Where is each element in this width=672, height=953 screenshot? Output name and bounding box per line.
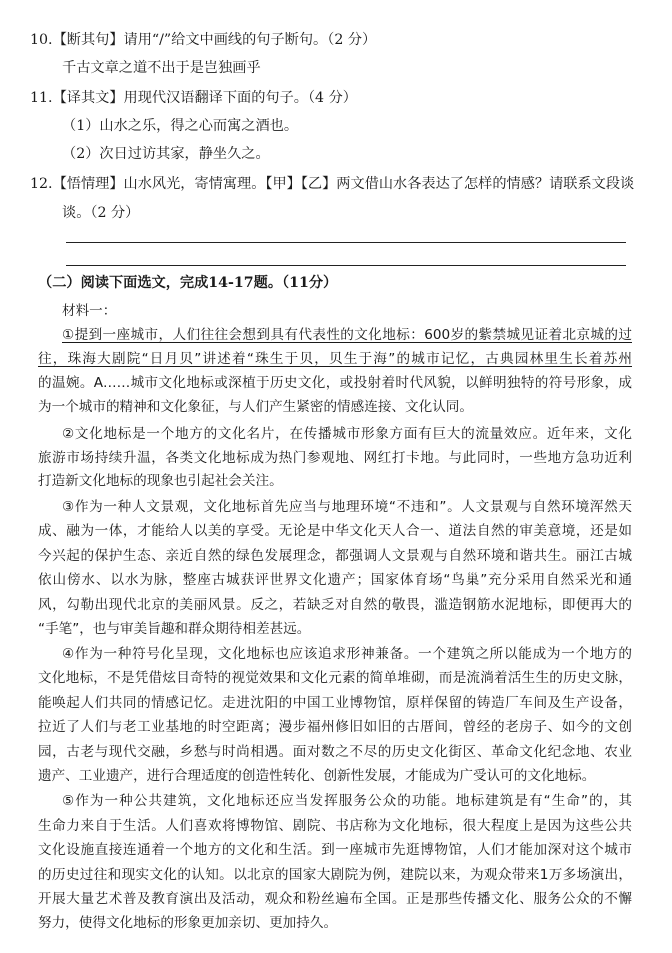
paragraph-3-line-2: 成、融为一体，才能给人以美的享受。无论是中华文化天人合一、道法自然的审美意境，还是如 xyxy=(38,523,632,539)
paragraph-1-line-4: 为一个城市的精神和文化象征，与人们产生紧密的情感连接、文化认同。 xyxy=(38,399,473,415)
answer-line-1 xyxy=(66,242,626,243)
question-10-sentence: 千古文章之道不出于是岂独画乎 xyxy=(62,60,261,76)
paragraph-2-line-2: 旅游市场持续升温，各类文化地标成为热门参观地、网红打卡地。与此同时，一些地方急功近利 xyxy=(38,450,632,466)
question-11-stem: 11.【译其文】用现代汉语翻译下面的句子。（4 分） xyxy=(30,90,357,106)
paragraph-1-line-3: 的温婉。A……城市文化地标或深植于历史文化，或投射着时代风貌，以鲜明独特的符号形象，成 xyxy=(38,375,632,391)
paragraph-4-line-6: 遗产、工业遗产，进行合理适度的创造性转化、创新性发展，才能成为广受认可的文化地标。 xyxy=(38,768,596,784)
paragraph-5-line-5: 开展大量艺术普及教育演出及活动，观众和粉丝遍布全国。正是那些传播文化、服务公众的不懈 xyxy=(38,891,632,907)
paragraph-1-line-1: ①提到一座城市，人们往往会想到具有代表性的文化地标：600岁的紫禁城见证着北京城的过 xyxy=(62,327,632,343)
question-11-sentence-2: （2）次日过访其家，静坐久之。 xyxy=(62,146,270,162)
question-12-stem-line-2: 谈。（2 分） xyxy=(62,205,140,221)
paragraph-4-line-2: 文化地标，不是凭借炫目奇特的视觉效果和文化元素的简单堆砌，而是流淌着活生生的历史文脉， xyxy=(38,670,632,686)
paragraph-3-line-4: 依山傍水、以水为脉，整座古城获评世界文化遗产；国家体育场“鸟巢”充分采用自然采光和通 xyxy=(38,572,632,588)
answer-line-2 xyxy=(66,265,626,266)
section-title: （二）阅读下面选文，完成14-17题。（11分） xyxy=(38,275,338,291)
paragraph-4-line-5: 园，古老与现代交融，乡愁与时尚相遇。面对数之不尽的历史文化街区、革命文化纪念地、农业 xyxy=(38,744,632,760)
paragraph-5-line-6: 努力，使得文化地标的形象更加亲切、更加持久。 xyxy=(38,915,338,931)
paragraph-3-line-6: “手笔”，也与审美旨趣和群众期待相差甚远。 xyxy=(38,621,311,637)
paragraph-1-line-2: 往，珠海大剧院“日月贝”讲述着“珠生于贝，贝生于海”的城市记忆，古典园林里生长着苏州 xyxy=(38,351,632,367)
paragraph-2-line-3: 打造新文化地标的现象也引起社会关注。 xyxy=(38,473,283,489)
paragraph-3-line-3: 今兴起的保护生态、亲近自然的绿色发展理念，都强调人文景观与自然环境和谐共生。丽江古城 xyxy=(38,548,632,564)
paragraph-3-line-1: ③作为一种人文景观，文化地标首先应当与地理环境“不违和”。人文景观与自然环境浑然天 xyxy=(62,499,632,515)
paragraph-4-line-1: ④作为一种符号化呈现，文化地标也应该追求形神兼备。一个建筑之所以能成为一个地方的 xyxy=(62,646,632,662)
question-12-stem-line-1: 12.【悟情理】山水风光，寄情寓理。【甲】【乙】两文借山水各表达了怎样的情感？请联系文段谈 xyxy=(30,176,635,192)
paragraph-5-line-2: 生命力来自于生活。人们喜欢将博物馆、剧院、书店称为文化地标，很大程度上是因为这些公共 xyxy=(38,818,632,834)
question-10-stem: 10.【断其句】请用“/”给文中画线的句子断句。（2 分） xyxy=(30,32,377,48)
paragraph-4-line-3: 能唤起人们共同的情感记忆。走进沈阳的中国工业博物馆，原样保留的铸造厂车间及生产设备， xyxy=(38,695,632,711)
question-11-sentence-1: （1）山水之乐，得之心而寓之酒也。 xyxy=(62,118,299,134)
material-label: 材料一： xyxy=(62,303,117,319)
paragraph-2-line-1: ②文化地标是一个地方的文化名片，在传播城市形象方面有巨大的流量效应。近年来，文化 xyxy=(62,426,632,442)
paragraph-5-line-1: ⑤作为一种公共建筑，文化地标还应当发挥服务公众的功能。地标建筑是有“生命”的，其 xyxy=(62,793,632,809)
paragraph-5-line-3: 文化设施直接连通着一个地方的文化和生活。到一座城市先逛博物馆，人们才能加深对这个城市 xyxy=(38,842,632,858)
paragraph-3-line-5: 风，勾勒出现代北京的美丽风景。反之，若缺乏对自然的敬畏，滥造钢筋水泥地标，即便再大的 xyxy=(38,597,632,613)
paragraph-5-line-4: 的历史过往和现实文化的认知。以北京的国家大剧院为例，建院以来，为观众带来1万多场演出， xyxy=(38,867,632,883)
paragraph-4-line-4: 拉近了人们与老工业基地的时空距离；漫步福州修旧如旧的古厝间，曾经的老房子、如今的文创 xyxy=(38,719,632,735)
